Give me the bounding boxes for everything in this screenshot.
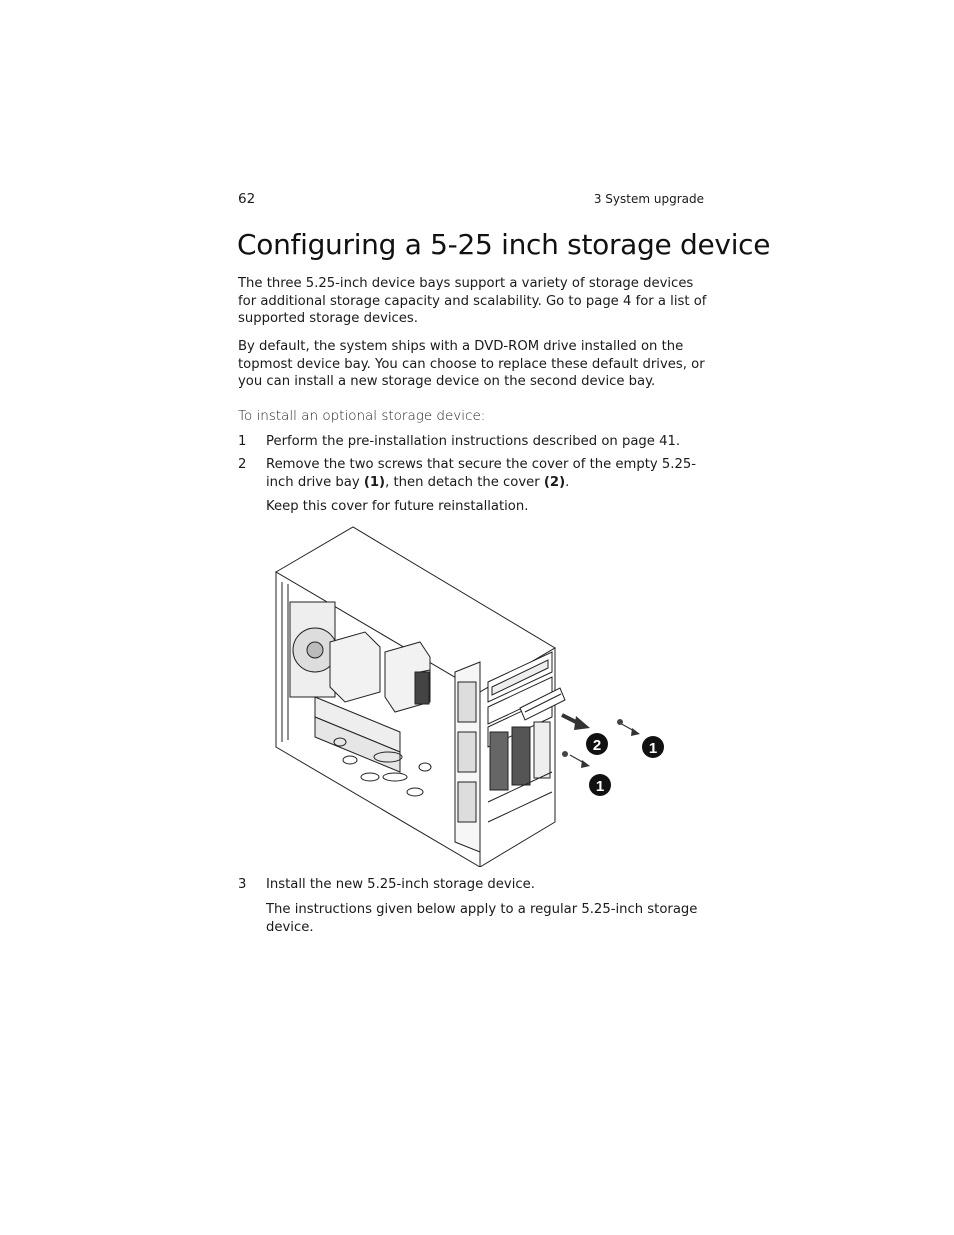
procedure-heading: To install an optional storage device: [238,408,486,424]
step-text: Install the new 5.25-inch storage device. [266,877,535,892]
step-text-part: Remove the two screws that secure the cover of the empty 5.25-inch drive bay [266,457,697,490]
step-number: 3 [238,877,247,892]
step-3-note: The instructions given below apply to a regular 5.25-inch storage device. [266,902,698,935]
step-text [266,456,706,491]
step-number: 2 [238,457,247,472]
svg-text:1: 1 [595,778,605,795]
step-text-part: . [565,474,570,490]
default-config-paragraph: By default, the system ships with a DVD-ROM drive installed on the topmost device bay. You can choose to replace these default drives, or you can install a new storage device on the second device bay. [238,339,705,389]
callout-ref: (2) [543,474,566,490]
callout-1-top [642,736,664,758]
callout-1-bottom [589,774,611,796]
section-header: 3 System upgrade [593,192,704,206]
svg-text:2: 2 [592,737,602,754]
page-title: Configuring a 5-25 inch storage device [237,228,771,261]
step-text-part: , then detach the cover [385,474,544,490]
chassis-illustration [270,522,670,867]
page-number: 62 [238,191,256,207]
intro-paragraph: The three 5.25-inch device bays support a variety of storage devices for additional storage capacity and scalability. Go to page 4 for a list of supported storage devices. [238,276,707,326]
step-2-note: Keep this cover for future reinstallation. [266,499,529,514]
step-number: 1 [238,434,247,449]
callout-ref: (1) [363,474,386,490]
callout-2 [586,733,608,755]
step-text: Perform the pre-installation instructions described on page 41. [266,434,681,449]
svg-text:1: 1 [648,740,658,757]
